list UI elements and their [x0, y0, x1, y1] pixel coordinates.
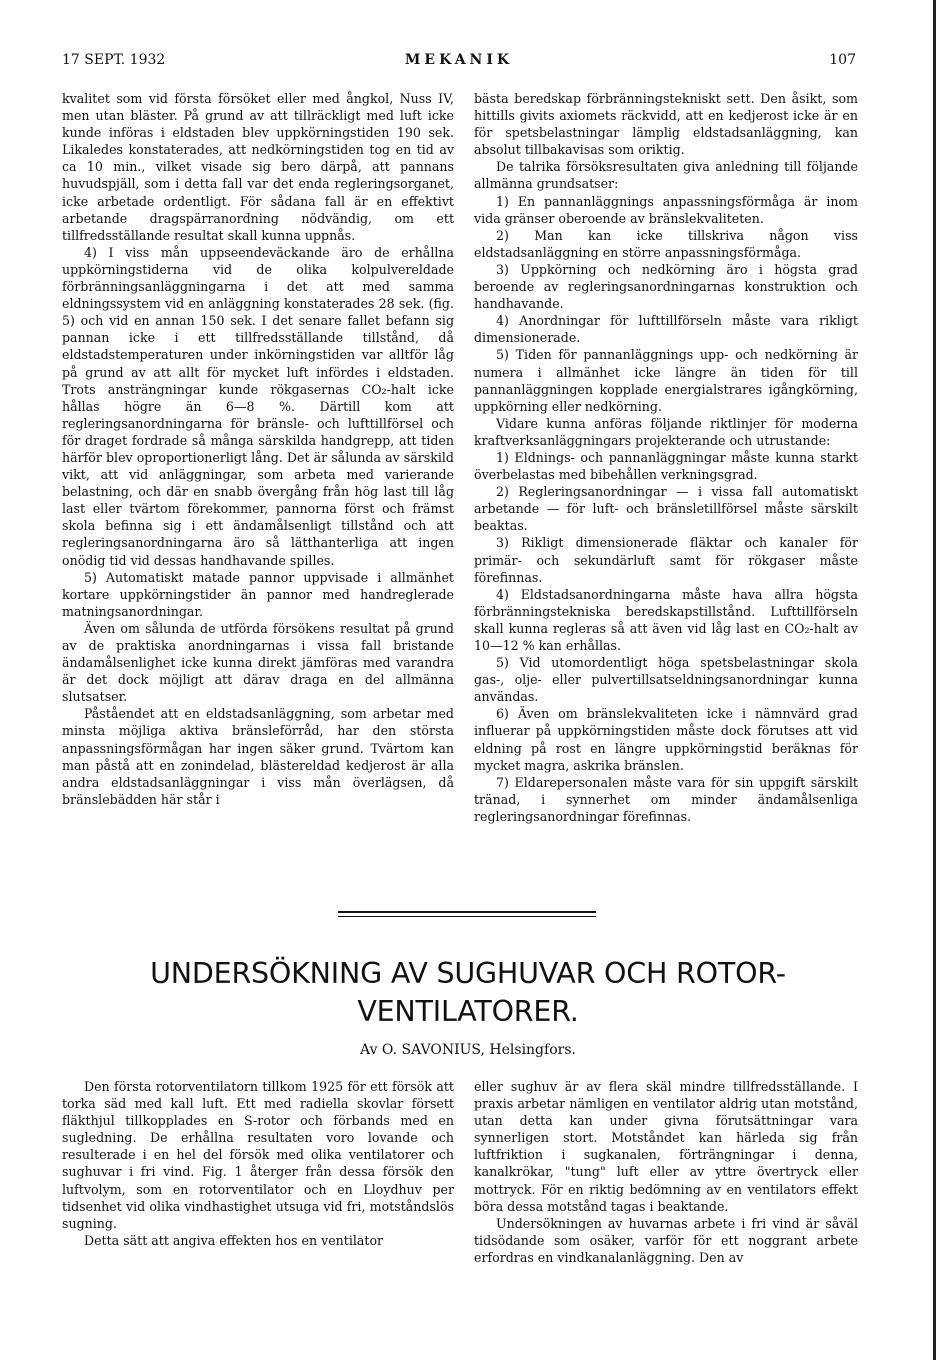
list-item: 6) Även om bränslekvaliteten icke i nämnvärd grad influerar på uppkörningstiden måste dock förutses att vid eldning på rost en längre uppkörningstid beräknas för mycket magra, askrika bränslen.: [474, 706, 858, 773]
paragraph: Vidare kunna anföras följande riktlinjer för moderna kraftverksanläggningars projekterande och utrustande:: [474, 415, 858, 448]
paragraph: 4) I viss mån uppseendeväckande äro de erhållna uppkörningstiderna vid de olika kolpulvereldade förbränningsanläggningarna i det att med samma eldningssystem vid en anläggning konstaterades 28 sek. (fig. 5) och vid en annan 150 sek. I det senare fallet befann sig pannan icke i ett tillfredsställande tillstånd, då eldstadstemperaturen under inkörningstiden var alltför låg på grund av att allt för mycket luft infördes i eldstaden. Trots ansträngningar kunde rökgasernas CO₂-halt icke hållas högre än 6—8 %. Därtill kom att regleringsanordningarna för bränsle- och lufttillförsel och för draget fordrade så många särskilda handgrepp, att tiden härför blev oproportionerligt lång. Det är sålunda av särskild vikt, att vid anläggningar, som arbeta med varierande belastning, och där en snabb övergång från hög last till låg last eller tvärtom förekommer, pannorna först och främst skola befinna sig i ett ändamålsenligt tillstånd och att regleringsanordningarna äro så lätthanterliga att ingen onödig tid vid dessas handhavande spilles.: [62, 244, 454, 568]
header-page-number: 107: [829, 52, 856, 68]
list-item: 1) En pannanläggnings anpassningsförmåga är inom vida gränser oberoende av bränslekvaliteten.: [474, 193, 858, 226]
list-item: 1) Eldnings- och pannanläggningar måste kunna starkt överbelastas med bibehållen verkningsgrad.: [474, 449, 858, 483]
left-column: [62, 90, 454, 808]
header-date: 17 SEPT. 1932: [62, 52, 166, 68]
paragraph: eller sughuv är av flera skäl mindre tillfredsställande. I praxis arbetar nämligen en ventilator aldrig utan motstånd, utan detta kan under givna förutsättningar vara synnerligen stort. Motståndet kan härleda sig från luftfriktion i sugkanalen, förträngningar i denna, kanalkrökar, "tung" luft eller av yttre övertryck eller mottryck. För en riktig bedömning av en ventilators effekt böra dessa motstånd tagas i beaktande.: [474, 1079, 858, 1214]
list-item: 2) Man kan icke tillskriva någon viss eldstadsanläggning en större anpassningsförmåga.: [474, 227, 858, 260]
list-item: 5) Tiden för pannanläggnings upp- och nedkörning är numera i allmänhet icke längre än tiden för till pannanläggningen kopplade energialstrares igångkörning, uppkörning eller nedkörning.: [474, 347, 858, 414]
right-column: [474, 90, 858, 825]
paragraph: Den första rotorventilatorn tillkom 1925 för ett försök att torka säd med kall luft. Ett med radiella skovlar försett fläkthjul tillkopplades en S-rotor och förbands med en sugledning. De erhållna resultaten voro lovande och resulterade i en hel del försök med olika ventilatorer och sughuvar i fri vind. Fig. 1 återger från dessa försök den luftvolym, som en rotorventilator och en Lloydhuv per tidsenhet vid olika vindhastighet utsuga vid fri, motståndslös sugning.: [62, 1079, 454, 1231]
paragraph: 5) Automatiskt matade pannor uppvisade i allmänhet kortare uppkörningstider än pannor med handreglerade matningsanordningar.: [62, 569, 454, 619]
article-title: [96, 955, 840, 1031]
paragraph: Detta sätt att angiva effekten hos en ventilator: [84, 1232, 384, 1248]
paragraph: Undersökningen av huvarnas arbete i fri vind är såväl tidsödande som osäker, varför för ett noggrant arbete erfordras en vindkanalanläggning. Den av: [474, 1215, 858, 1265]
list-item: 4) Eldstadsanordningarna måste hava allra högsta förbränningstekniska beredskapstillstånd. Lufttillförseln skall kunna regleras så att även vid låg last en CO₂-halt av 10—12 % kan erhållas.: [474, 586, 858, 653]
list-item: 4) Anordningar för lufttillförseln måste vara rikligt dimensionerade.: [474, 313, 858, 346]
article-right-column: [474, 1078, 858, 1266]
article-left-column: [62, 1078, 454, 1249]
paragraph: bästa beredskap förbränningstekniskt sett. Den åsikt, som hittills givits axiomets räckvidd, att en kedjerost icke är en för spetsbelastningar lämplig eldstadsanläggning, kan absolut tillbakavisas som oriktig.: [474, 91, 858, 158]
list-item: 3) Uppkörning och nedkörning äro i högsta grad beroende av regleringsanordningarnas konstruktion och handhavande.: [474, 261, 858, 312]
header-journal: MEKANIK: [404, 52, 514, 68]
article-title-line: VENTILATORER.: [357, 995, 579, 1028]
paragraph: De talrika försöksresultaten giva anledning till följande allmänna grundsatser:: [474, 159, 858, 192]
list-item: 7) Eldarepersonalen måste vara för sin uppgift särskilt tränad, i synnerhet om minder ändamålsenliga regleringsanordningar förefinnas.: [474, 774, 858, 824]
section-divider: [338, 911, 596, 913]
article-title-line: UNDERSÖKNING AV SUGHUVAR OCH ROTOR-: [150, 957, 786, 990]
article-byline: Av O. SAVONIUS, Helsingfors.: [360, 1042, 576, 1058]
paragraph: Påståendet att en eldstadsanläggning, som arbetar med minsta möjliga aktiva bränsleförråd, har den största anpassningsförmågan har ingen säker grund. Tvärtom kan man påstå att en zonindelad, blästereldad kedjerost är alla andra eldstadsanläggningar i viss mån överlägsen, då bränslebädden här står i: [62, 706, 454, 807]
list-item: 5) Vid utomordentligt höga spetsbelastningar skola gas-, olje- eller pulvertillsatseldningsanordningar kunna användas.: [474, 655, 858, 705]
paragraph: kvalitet som vid första försöket eller med ångkol, Nuss IV, men utan bläster. På grund av att tillräckligt med luft icke kunde införas i eldstaden blev uppkörningstiden 190 sek. Likaledes konstaterades, att nedkörningstiden tog en tid av ca 10 min., vilket visade sig bero därpå, att pannans huvudspjäll, som i detta fall var det enda regleringsorganet, icke arbetade ordentligt. För sådana fall är en effektivt arbetande dragspärranordning nödvändig, om ett tillfredsställande resultat skall kunna uppnås.: [62, 91, 454, 243]
paragraph: Även om sålunda de utförda försökens resultat på grund av de praktiska anordningarnas i vissa fall bristande ändamålsenlighet icke kunna direkt jämföras med varandra är det dock möjligt att därav draga en del allmänna slutsatser.: [62, 620, 454, 705]
section-divider: [338, 916, 596, 917]
list-item: 3) Rikligt dimensionerade fläktar och kanaler för primär- och sekundärluft samt för rökgaser måste förefinnas.: [474, 535, 858, 585]
page-header: [62, 52, 856, 74]
list-item: 2) Regleringsanordningar — i vissa fall automatiskt arbetande — för luft- och bränsletillförsel måste särskilt beaktas.: [474, 484, 858, 534]
